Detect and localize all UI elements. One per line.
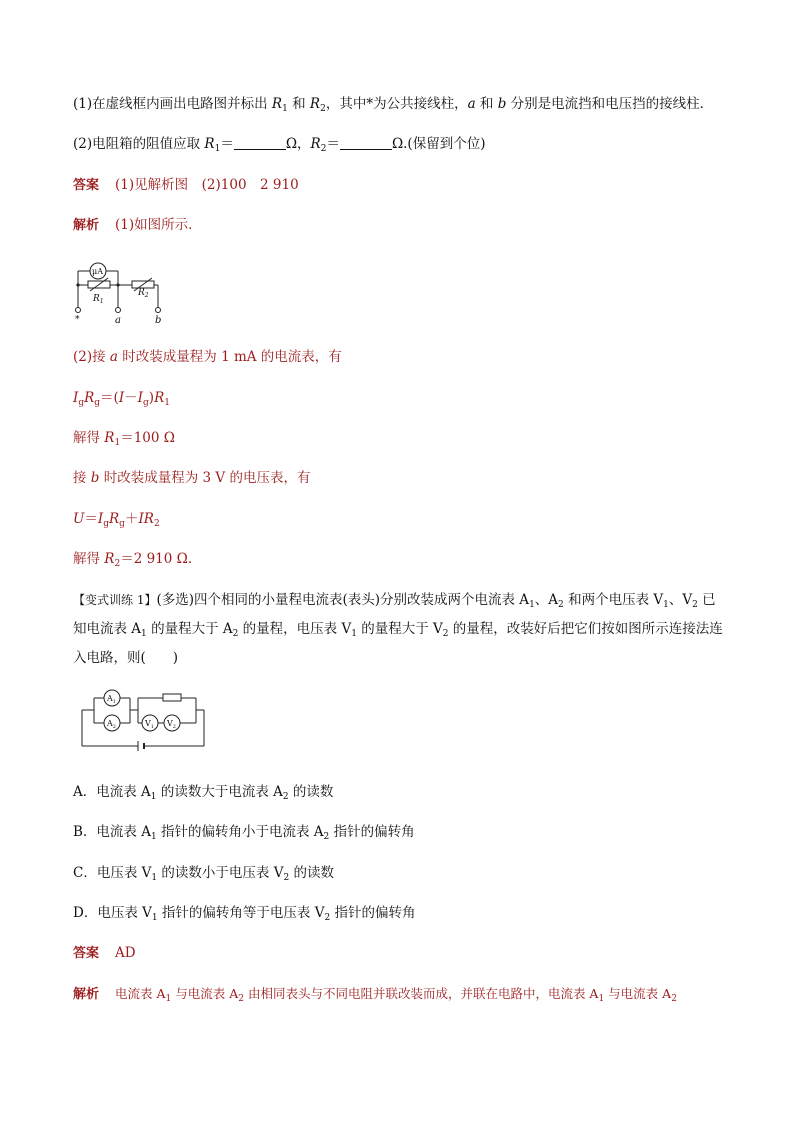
v1-label: $V_1$ [145,719,154,730]
meter-label: μA [92,267,103,276]
analysis-label: 解析 [73,218,100,233]
r1-label: $R_1$ [93,294,104,305]
option-b: B．电流表 $A_1$ 指针的偏转角小于电流表 $A_2$ 指针的偏转角 [73,824,415,842]
variant-question-line-3: 入电路，则( ) [73,650,179,666]
analysis-1: 解析 (1)如图所示． [73,217,202,233]
equation-2: $U=I_gR_g+IR_2$ [73,511,160,529]
terminal-b-label: b [155,315,162,326]
answer-blank-r1 [234,136,286,150]
solution-r1: 解得 $R_1=100$ Ω [73,430,175,448]
common-terminal-label: * [75,315,80,325]
v2-label: $V_2$ [167,719,176,730]
option-c: C．电压表 $V_1$ 的读数小于电压表 $V_2$ 的读数 [73,865,334,883]
analysis-label: 解析 [73,987,100,1002]
question-2: (2)电阻箱的阻值应取 $R_1= \Omega$，$R_2= \Omega$.(保留到个位) [73,136,486,154]
circuit-diagram-2 [78,686,208,752]
a1-label: $A_1$ [107,694,116,705]
answer-text: AD [115,945,136,961]
a2-label: $A_2$ [107,719,116,730]
solution-step-2: 接 b 时改装成量程为 3 V 的电压表，有 [73,470,311,486]
r2-label: $R_2$ [138,288,149,299]
variant-question-line-2: 知电流表 $A_1$ 的量程大于 $A_2$ 的量程，电压表 $V_1$ 的量程大于 $V_2$ 的量程，改装好后把它们按如图所示连接法连 [73,621,723,639]
resistor-icon [163,694,181,701]
option-a: A．电流表 $A_1$ 的读数大于电流表 $A_2$ 的读数 [73,784,334,802]
answer-blank-r2 [340,136,392,150]
battery-icon [138,741,144,751]
answer-text: (1)见解析图 (2)100 2 910 [115,177,299,193]
solution-step-1: (2)接 a 时改装成量程为 1 mA 的电流表，有 [73,349,342,365]
answer-label: 答案 [73,946,100,961]
answer-label: 答案 [73,178,100,193]
option-d: D．电压表 $V_1$ 指针的偏转角等于电压表 $V_2$ 指针的偏转角 [73,905,416,923]
variant-question-line-1: 【变式训练 1】(多选)四个相同的小量程电流表(表头)分别改装成两个电流表 $A_1$、$A_2$ 和两个电压表 $V_1$、$V_2$ 已 [73,592,716,610]
question-1: (1)在虚线框内画出电路图并标出 $R_1$ 和 $R_2$，其中*为公共接线柱，a 和 b 分别是电流挡和电压挡的接线柱． [73,96,714,114]
terminal-a-label: a [115,315,121,326]
answer-2 [73,943,136,964]
answer-1 [73,175,299,196]
solution-r2: 解得 $R_2=2$ 910 Ω. [73,551,193,569]
analysis-2: 解析 电流表 $A_1$ 与电流表 $A_2$ 由相同表头与不同电阻并联改装而成，并联在电路中，电流表 $A_1$ 与电流表 $A_2$ [73,986,677,1004]
variant-tag: 【变式训练 1】 [73,593,157,607]
circuit-diagram-1 [70,255,180,327]
equation-1: $I_gR_g=(I-I_g)R_1$ [73,390,170,408]
